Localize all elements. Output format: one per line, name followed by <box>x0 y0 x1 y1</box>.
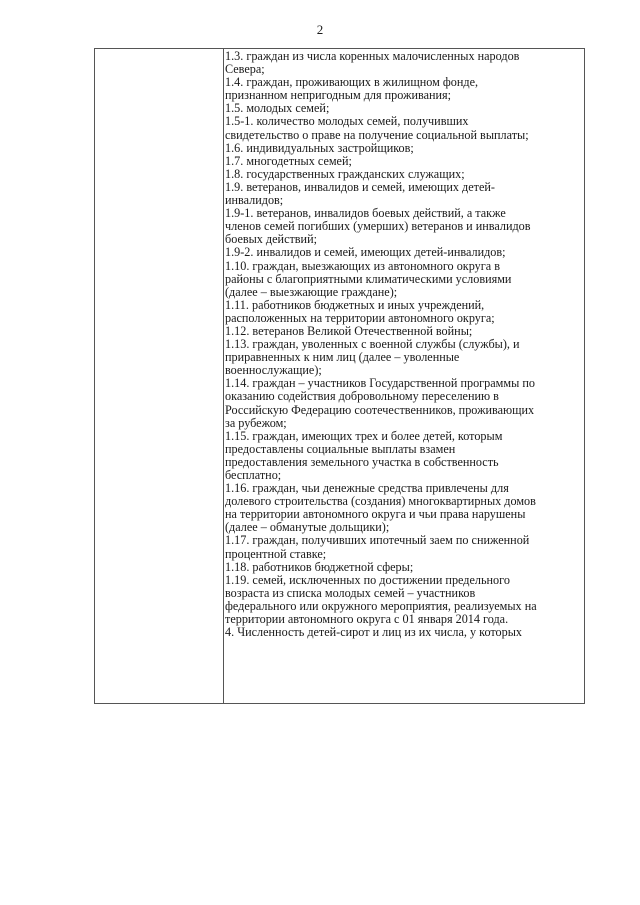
table-left-column <box>95 49 224 703</box>
table-text-line: свидетельство о праве на получение социальной выплаты; <box>225 128 529 142</box>
table-right-column <box>225 50 582 639</box>
table-text-line: процентной ставке; <box>225 547 327 561</box>
table-text-line: 1.8. государственных гражданских служащих; <box>225 167 465 181</box>
table-text-line: 1.19. семей, исключенных по достижении предельного <box>225 573 510 587</box>
table-text-line: 1.14. граждан – участников Государственной программы по <box>225 377 535 391</box>
table-text-line: (далее – обманутые дольщики); <box>225 521 390 535</box>
table-text-line: боевых действий; <box>225 233 317 247</box>
table-text-line: возраста из списка молодых семей – участников <box>225 586 476 600</box>
table-text-line: 1.11. работников бюджетных и иных учреждений, <box>225 298 485 312</box>
table-text-line: 1.16. граждан, чьи денежные средства привлечены для <box>225 482 509 496</box>
table-text-line: 1.5. молодых семей; <box>225 102 330 116</box>
table-text-line: 1.17. граждан, получивших ипотечный заем по сниженной <box>225 534 530 548</box>
table-text-line: 1.3. граждан из числа коренных малочисленных народов <box>225 50 520 63</box>
table-text-line: 1.7. многодетных семей; <box>225 154 352 168</box>
table-text-line: членов семей погибших (умерших) ветеранов и инвалидов <box>225 220 531 234</box>
table-text-line: федерального или окружного мероприятия, реализуемых на <box>225 599 537 613</box>
table-text-line: оказанию содействия добровольному переселению в <box>225 390 499 404</box>
table-text-line: за рубежом; <box>225 416 287 430</box>
table-text-line: 1.9. ветеранов, инвалидов и семей, имеющих детей- <box>225 180 495 194</box>
table-text-line: долевого строительства (создания) многоквартирных домов <box>225 495 536 509</box>
table-text-line: 1.6. индивидуальных застройщиков; <box>225 141 414 155</box>
table-text-line: 1.13. граждан, уволенных с военной службы (службы), и <box>225 338 520 352</box>
table-text-line: 4. Численность детей-сирот и лиц из их числа, у которых <box>225 626 523 640</box>
table-text-line: бесплатно; <box>225 469 282 482</box>
table-text-line: (далее – выезжающие граждане); <box>225 285 398 299</box>
table-text-line: предоставления земельного участка в собственность <box>225 455 499 469</box>
table-text-line: 1.12. ветеранов Великой Отечественной войны; <box>225 324 473 338</box>
table-text-line: на территории автономного округа и чьи права нарушены <box>225 508 526 522</box>
table-text-line: Российскую Федерацию соотечественников, проживающих <box>225 403 535 417</box>
table-text-line: территории автономного округа с 01 января 2014 года. <box>225 613 509 627</box>
table-text-line: предоставлены социальные выплаты взамен <box>225 442 456 456</box>
page-number: 2 <box>316 22 324 37</box>
table-text-line: 1.18. работников бюджетной сферы; <box>225 560 414 574</box>
table-text-line: 1.15. граждан, имеющих трех и более детей, которым <box>225 429 503 443</box>
table-text-line: приравненных к ним лиц (далее – уволенные <box>225 351 460 365</box>
table-text-line: 1.5-1. количество молодых семей, получивших <box>225 115 469 129</box>
table-text-line: Севера; <box>225 63 265 77</box>
table-text-line: инвалидов; <box>225 194 284 208</box>
table-text-line: 1.10. граждан, выезжающих из автономного округа в <box>225 259 500 273</box>
table-text-line: 1.4. граждан, проживающих в жилищном фонде, <box>225 76 479 90</box>
table-text-line: военнослужащие); <box>225 364 322 378</box>
table-text-line: признанном непригодным для проживания; <box>225 89 452 103</box>
table-text-line: 1.9-2. инвалидов и семей, имеющих детей-инвалидов; <box>225 246 506 260</box>
table-text-line: районы с благоприятными климатическими условиями <box>225 272 512 286</box>
table-text-line: расположенных на территории автономного округа; <box>225 311 495 325</box>
table-text-line: 1.9-1. ветеранов, инвалидов боевых действий, а также <box>225 207 506 221</box>
document-table <box>94 48 585 704</box>
